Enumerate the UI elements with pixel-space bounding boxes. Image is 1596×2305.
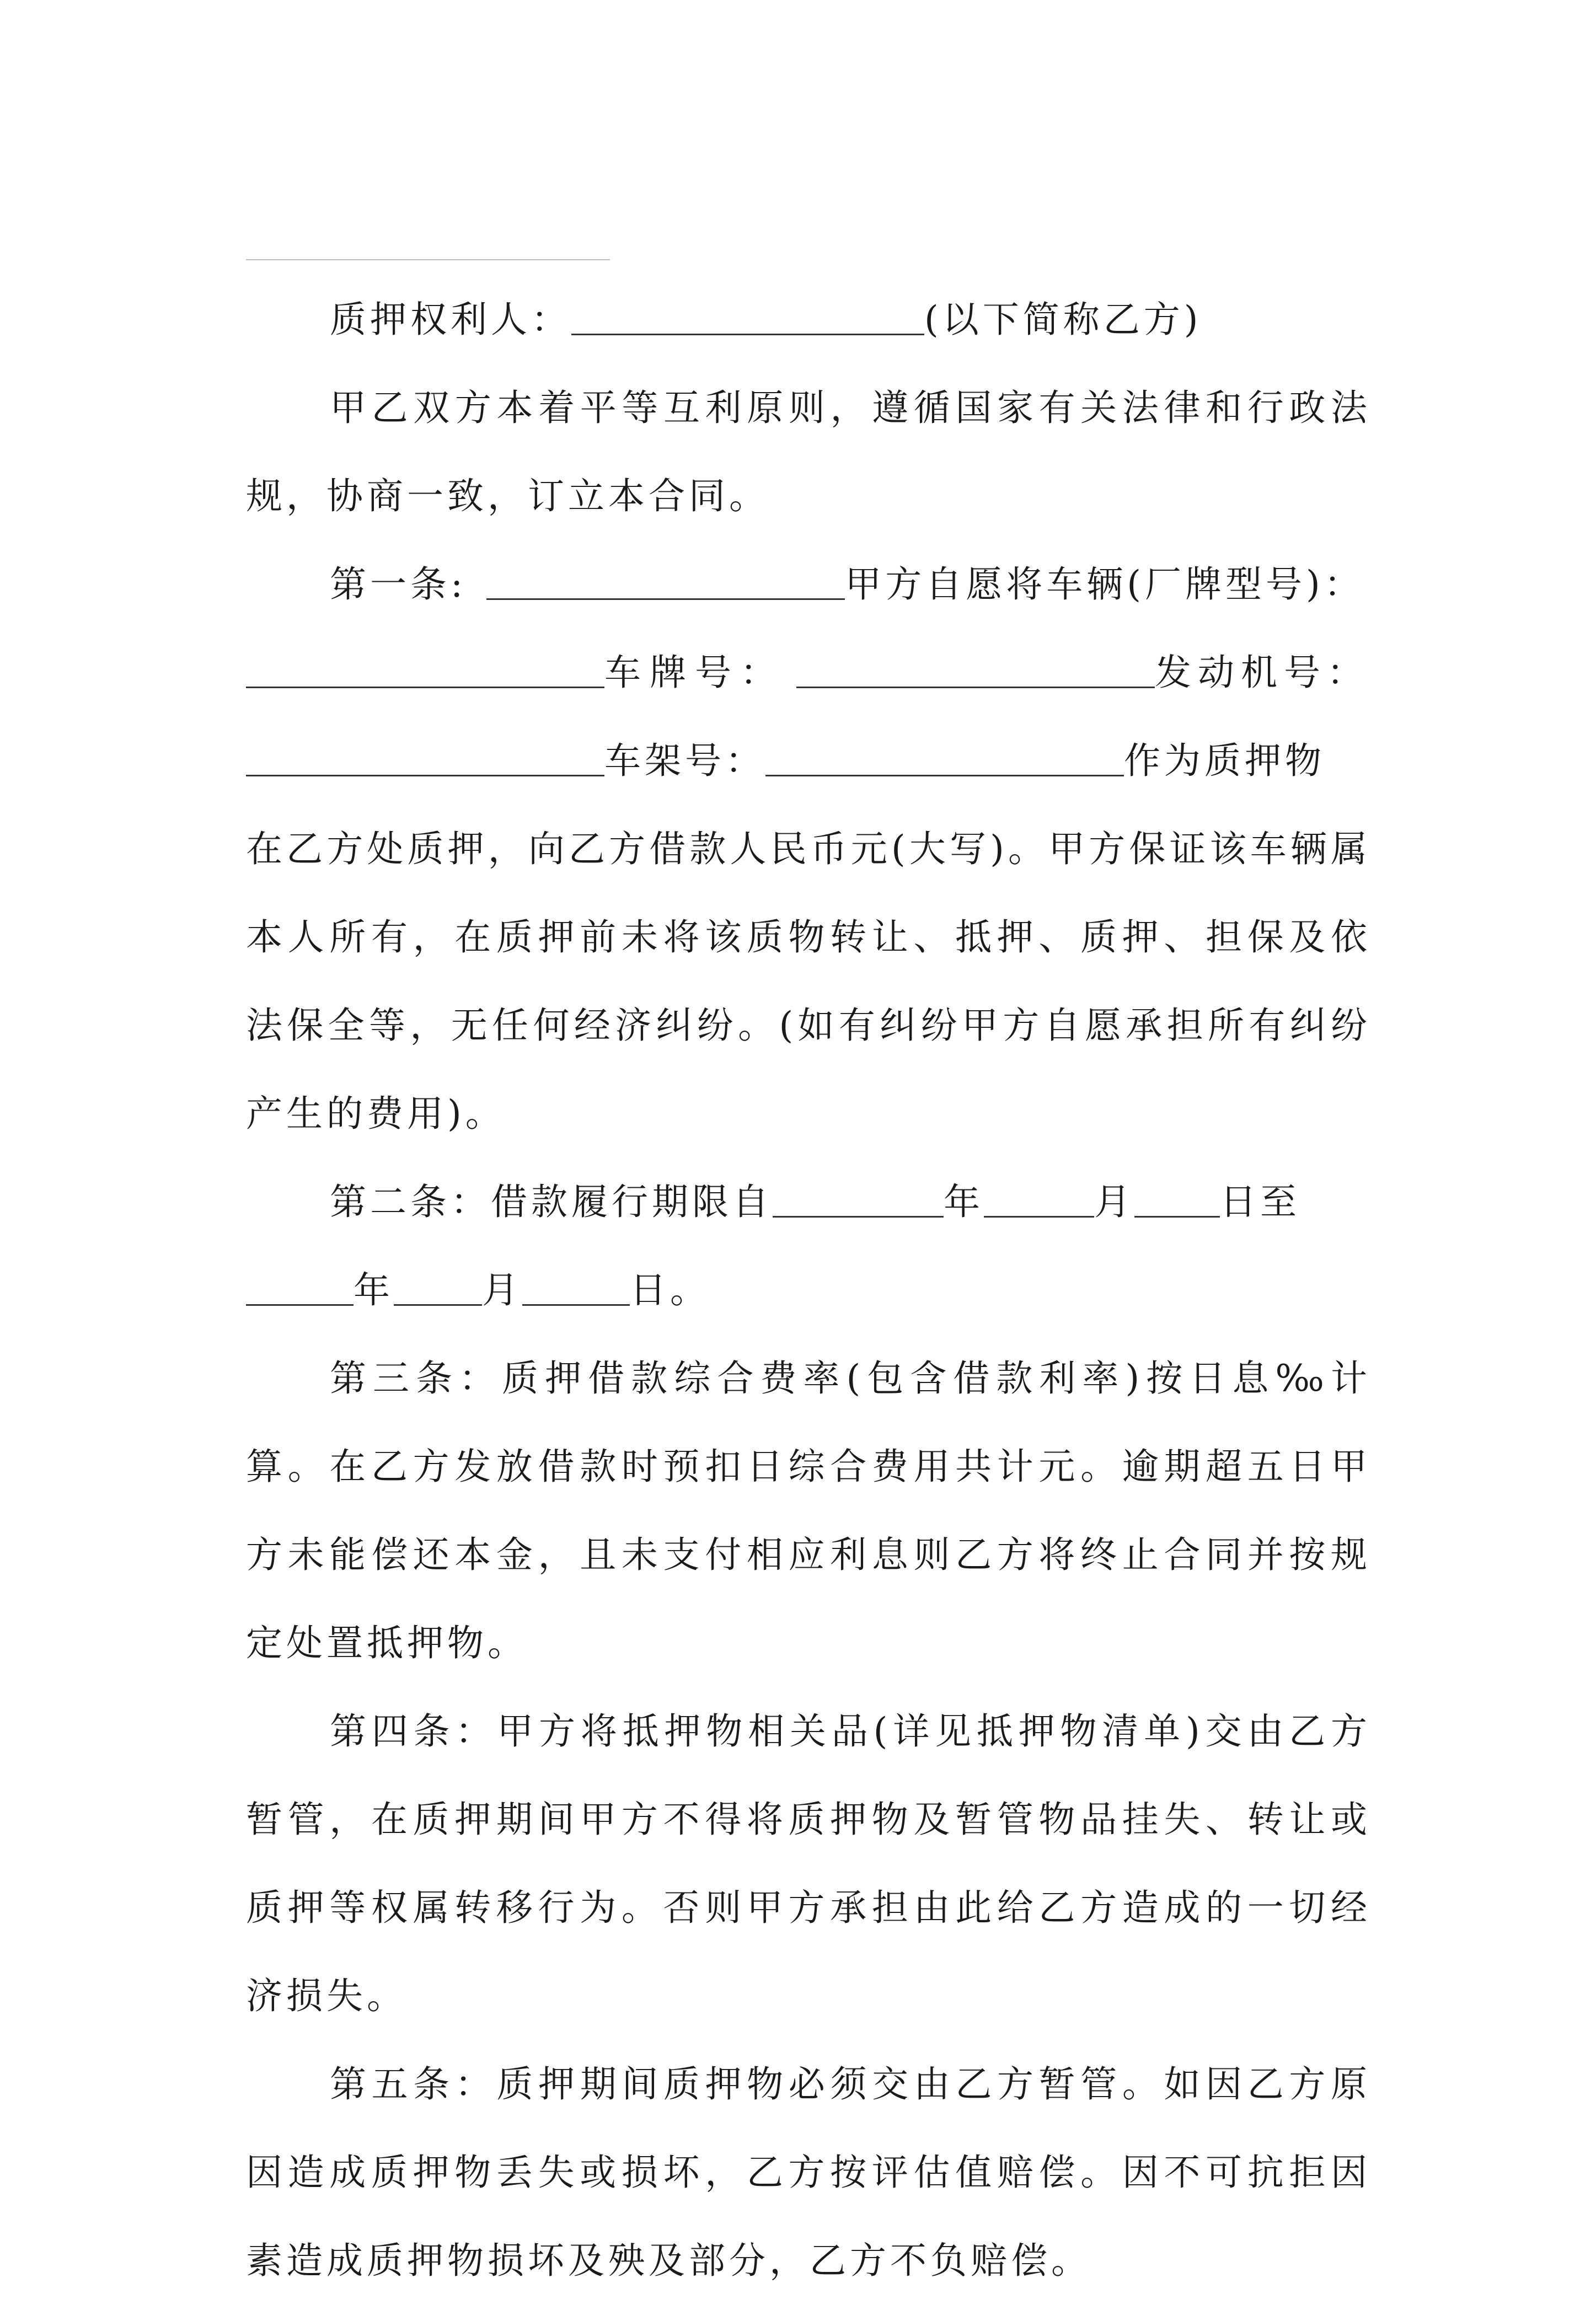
end-day-unit: 日。: [630, 1269, 710, 1311]
article-5: 第五条：质押期间质押物必须交由乙方暂管。如因乙方原因造成质押物丢失或损坏，乙方按评估值赔偿。因不可抗拒因素造成质押物损坏及殃及部分，乙方不负赔偿。: [246, 2063, 1371, 2282]
article-4: 第四条：甲方将抵押物相关品(详见抵押物清单)交由乙方暂管，在质押期间甲方不得将质押物及暂管物品挂失、转让或质押等权属转移行为。否则甲方承担由此给乙方造成的一切经济损失。: [246, 1710, 1371, 2017]
engine-label: 发动机号：: [1155, 651, 1370, 694]
article-1-line-3: [246, 717, 1371, 805]
start-day-unit: 日至: [1220, 1181, 1300, 1223]
pledgee-name-blank[interactable]: [571, 299, 924, 335]
end-day-blank[interactable]: [522, 1270, 630, 1306]
end-month-blank[interactable]: [394, 1270, 482, 1306]
article-2-line-1: [246, 1158, 1371, 1246]
article-2-line-2: [246, 1246, 1371, 1334]
collateral-text: 作为质押物: [1124, 739, 1325, 782]
start-year-blank[interactable]: [773, 1182, 944, 1218]
start-day-blank[interactable]: [1134, 1182, 1220, 1218]
engine-number-blank[interactable]: [246, 741, 604, 776]
article-2-label: 第二条：借款履行期限自: [330, 1181, 773, 1223]
pledgee-suffix: (以下简称乙方): [924, 298, 1202, 341]
frame-label: 车架号：: [604, 739, 765, 782]
vehicle-blank-1[interactable]: [486, 564, 845, 600]
vehicle-model-blank[interactable]: [246, 652, 604, 688]
end-year-unit: 年: [354, 1269, 394, 1311]
contract-body: [246, 276, 1371, 2305]
start-month-unit: 月: [1094, 1181, 1134, 1223]
article-1-text-a: 甲方自愿将车辆(厂牌型号)：: [845, 563, 1364, 605]
pledgee-line: [246, 276, 1371, 364]
plate-number-blank[interactable]: [796, 652, 1155, 688]
intro-paragraph: 甲乙双方本着平等互利原则，遵循国家有关法律和行政法规，协商一致，订立本合同。: [246, 387, 1371, 517]
article-1-line-2: [246, 629, 1371, 717]
start-year-unit: 年: [944, 1181, 984, 1223]
article-3: 第三条：质押借款综合费率(包含借款利率)按日息‰计算。在乙方发放借款时预扣日综合费用共计元。逾期超五日甲方未能偿还本金，且未支付相应利息则乙方将终止合同并按规定处置抵押物。: [246, 1357, 1371, 1664]
header-divider: [246, 259, 610, 260]
end-month-unit: 月: [482, 1269, 522, 1311]
pledgee-label: 质押权利人：: [330, 298, 571, 341]
article-1-line-1: [246, 540, 1371, 629]
start-month-blank[interactable]: [984, 1182, 1094, 1218]
frame-number-blank[interactable]: [765, 741, 1124, 776]
article-1-body: 在乙方处质押，向乙方借款人民币元(大写)。甲方保证该车辆属本人所有，在质押前未将该质物转让、抵押、质押、担保及依法保全等，无任何经济纠纷。(如有纠纷甲方自愿承担所有纠纷产生的费用)。: [246, 828, 1371, 1135]
article-1-label: 第一条:: [330, 563, 467, 605]
plate-label: 车牌号：: [604, 651, 785, 694]
end-year-blank[interactable]: [246, 1270, 354, 1306]
